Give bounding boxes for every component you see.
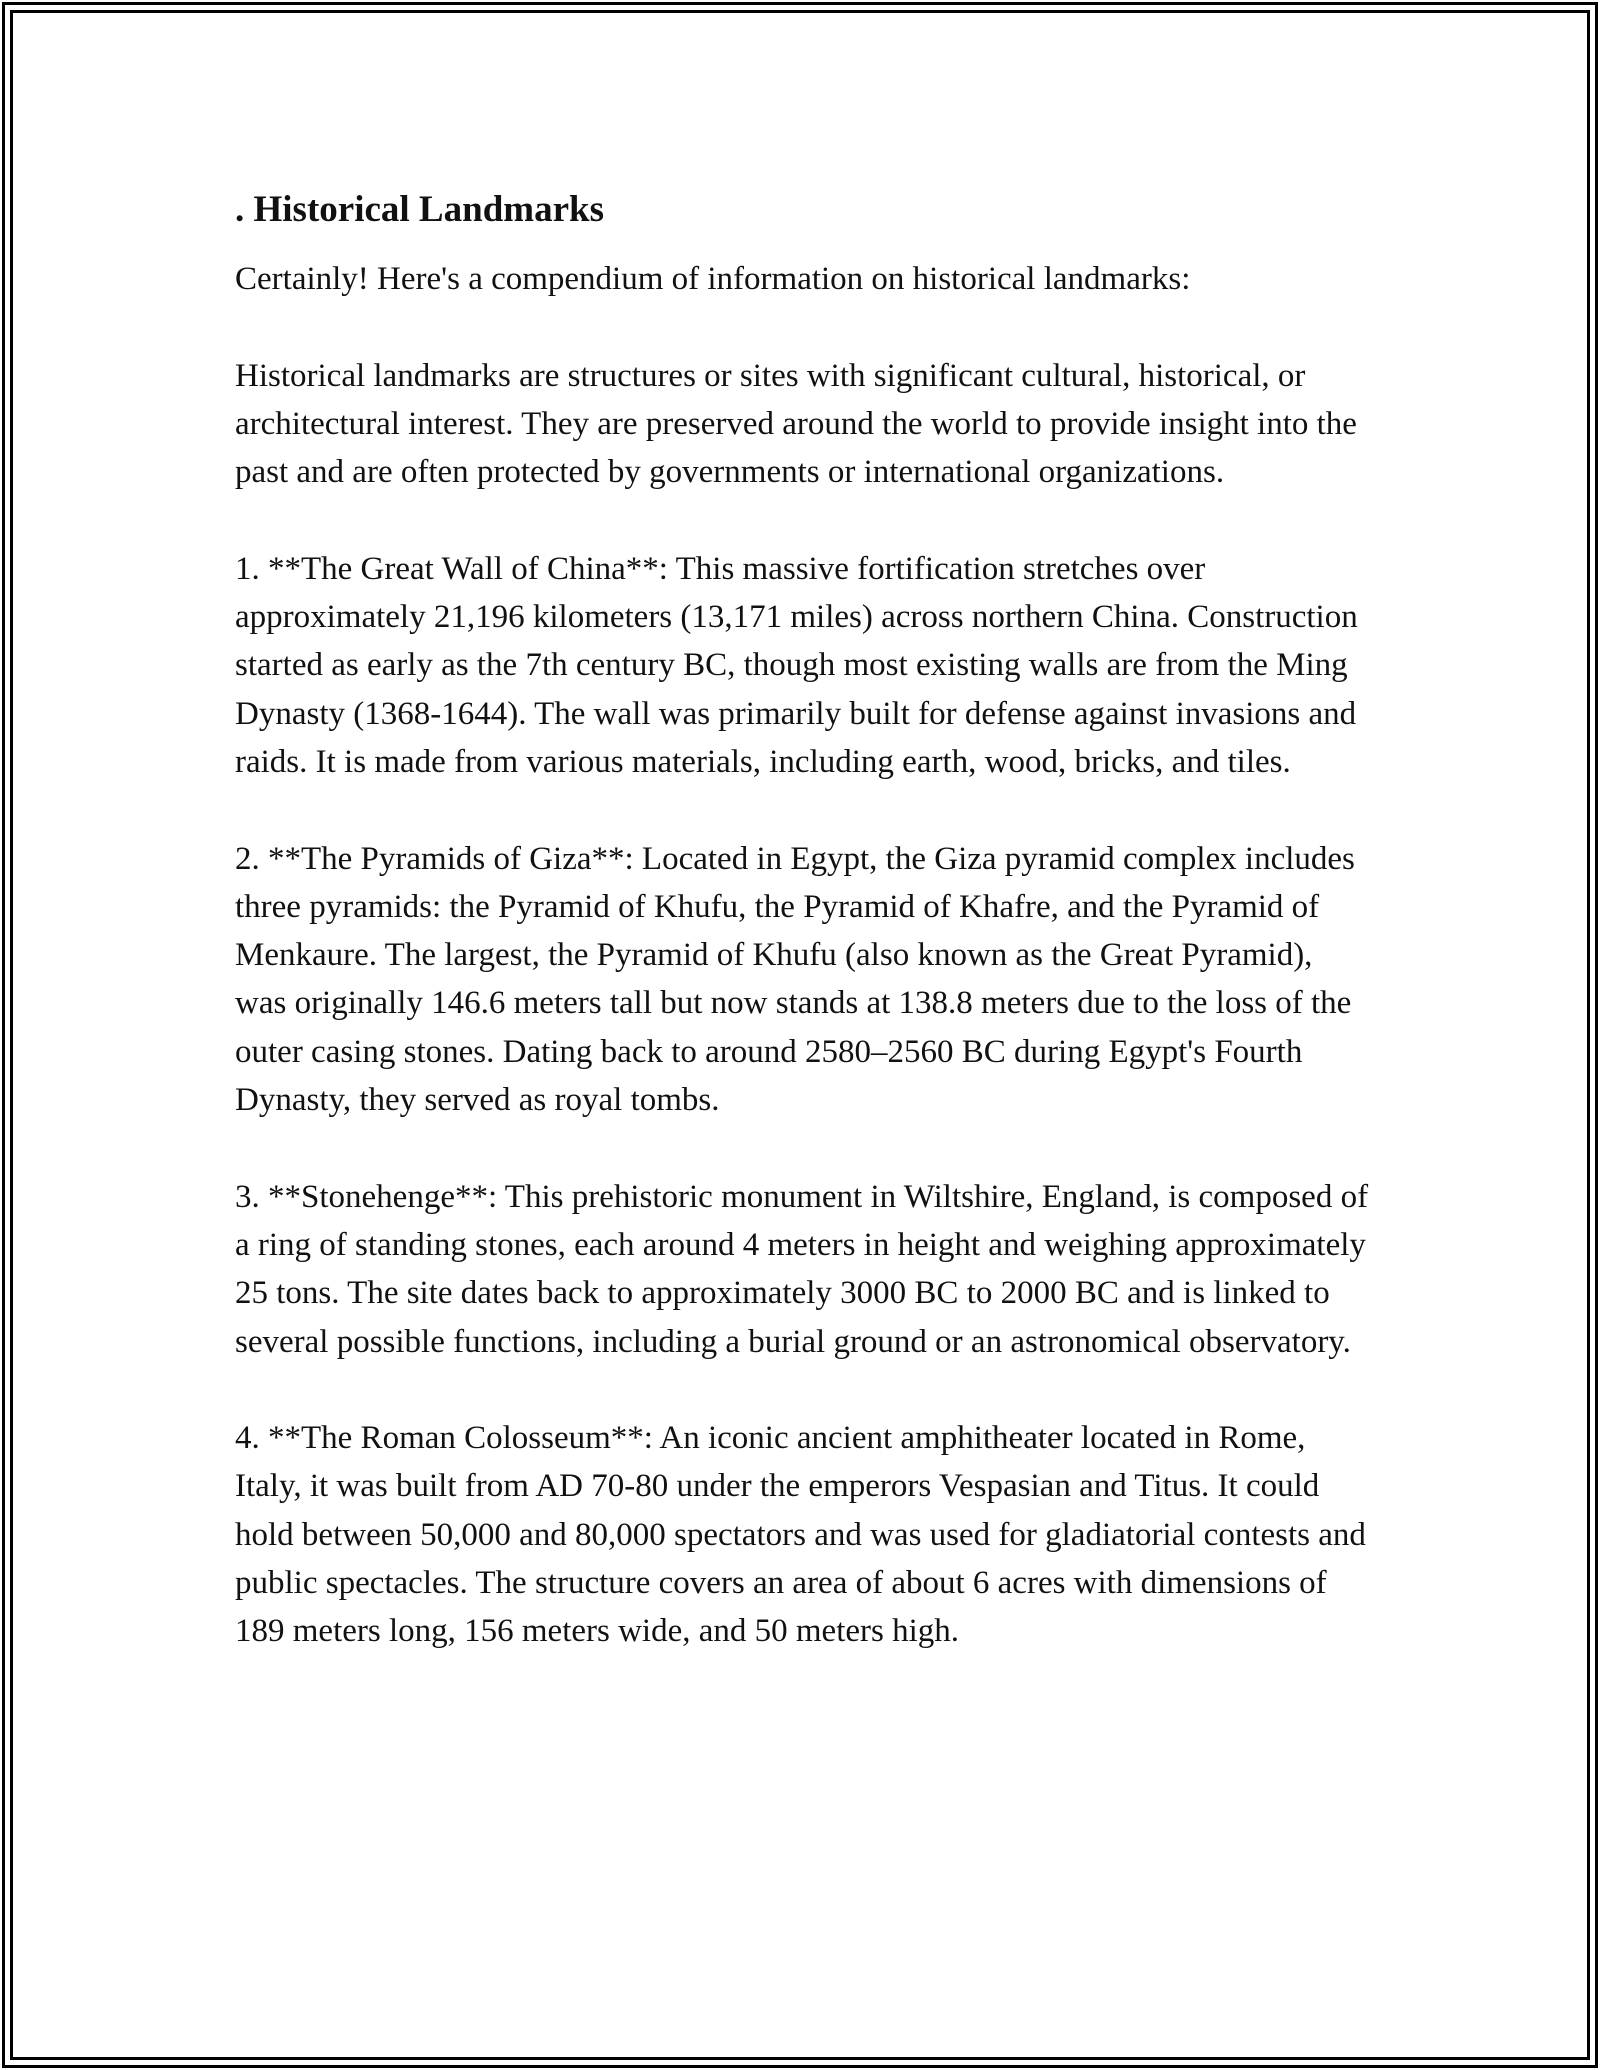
colosseum-paragraph: 4. **The Roman Colosseum**: An iconic ancient amphitheater located in Rome, Italy, it was built from AD 70-80 under the emperors Vespasian and Titus. It could hold between 50,000 and 80,000 spectators and was used for gladiatorial contests and public spectacles. The structure covers an area of about 6 acres with dimensions of 189 meters long, 156 meters wide, and 50 meters high. — [235, 1420, 1366, 1650]
page-title: . Historical Landmarks — [235, 189, 604, 230]
great-wall-paragraph: 1. **The Great Wall of China**: This massive fortification stretches over approximately 21,196 kilometers (13,171 miles) across northern China. Construction started as early as the 7th century BC, though most existing walls are from the Ming Dynasty (1368-1644). The wall was primarily built for defense against invasions and raids. It is made from various materials, including earth, wood, bricks, and tiles. — [235, 550, 1358, 780]
pyramids-paragraph: 2. **The Pyramids of Giza**: Located in Egypt, the Giza pyramid complex includes three pyramids: the Pyramid of Khufu, the Pyramid of Khafre, and the Pyramid of Menkaure. The largest, the Pyramid of Khufu (also known as the Great Pyramid), was originally 146.6 meters tall but now stands at 138.8 meters due to the loss of the outer casing stones. Dating back to around 2580–2560 BC during Egypt's Fourth Dynasty, they served as royal tombs. — [235, 840, 1355, 1119]
document-body — [235, 186, 1370, 1704]
intro-paragraph: Certainly! Here's a compendium of information on historical landmarks: — [235, 261, 1191, 297]
definition-paragraph: Historical landmarks are structures or sites with significant cultural, historical, or architectural interest. They are preserved around the world to provide insight into the past and are often protected by governments or international organizations. — [235, 357, 1357, 491]
stonehenge-paragraph: 3. **Stonehenge**: This prehistoric monument in Wiltshire, England, is composed of a ring of standing stones, each around 4 meters in height and weighing approximately 25 tons. The site dates back to approximately 3000 BC to 2000 BC and is linked to several possible functions, including a burial ground or an astronomical observatory. — [235, 1178, 1369, 1360]
